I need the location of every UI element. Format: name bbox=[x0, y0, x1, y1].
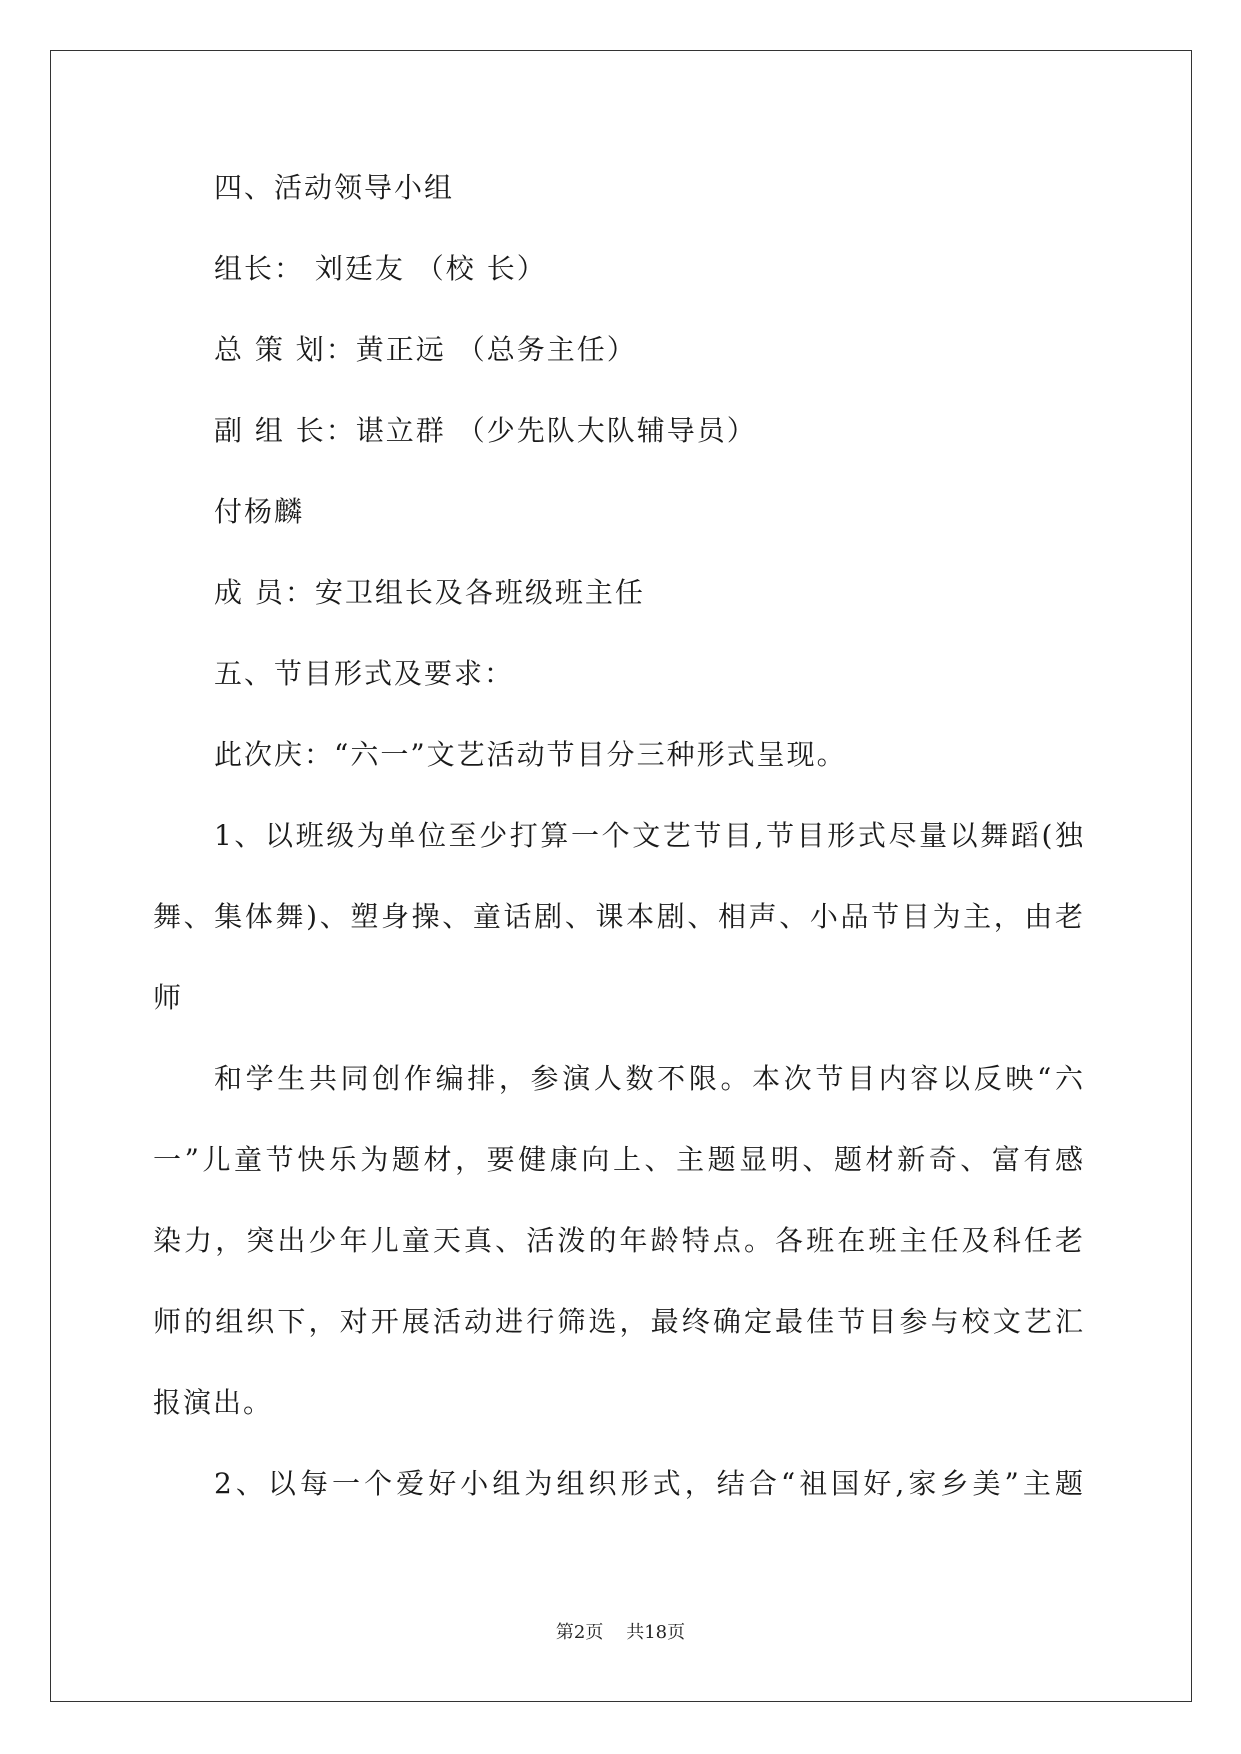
section-heading-4: 四、活动领导小组 bbox=[214, 171, 455, 204]
paragraph-1-line-3: 师 bbox=[153, 981, 184, 1014]
leader-line: 组长： 刘廷友 （校 长） bbox=[214, 252, 547, 285]
paragraph-2-line-3: 染力，突出少年儿童天真、活泼的年龄特点。各班在班主任及科任老 bbox=[153, 1224, 1083, 1257]
paragraph-1-line-2: 舞、集体舞)、塑身操、童话剧、课本剧、相声、小品节目为主，由老 bbox=[153, 900, 1083, 933]
planner-line: 总 策 划：黄正远 （总务主任） bbox=[214, 333, 637, 366]
paragraph-2-line-2: 一”儿童节快乐为题材，要健康向上、主题显明、题材新奇、富有感 bbox=[153, 1143, 1083, 1176]
paragraph-2-line-5: 报演出。 bbox=[153, 1386, 274, 1419]
paragraph-3-line-1: 2、以每一个爱好小组为组织形式，结合“祖国好,家乡美”主题 bbox=[214, 1467, 1083, 1500]
deputy-leader-line-2: 付杨麟 bbox=[214, 495, 305, 528]
page-border bbox=[50, 50, 1192, 1702]
deputy-leader-line: 副 组 长：谌立群 （少先队大队辅导员） bbox=[214, 414, 757, 447]
page-number: 第2页 bbox=[555, 1622, 604, 1643]
paragraph-1-line-1: 1、以班级为单位至少打算一个文艺节目,节目形式尽量以舞蹈(独 bbox=[214, 819, 1083, 852]
intro-line: 此次庆：“六一”文艺活动节目分三种形式呈现。 bbox=[214, 738, 847, 771]
paragraph-2-line-1: 和学生共同创作编排，参演人数不限。本次节目内容以反映“六 bbox=[214, 1062, 1083, 1095]
page-footer bbox=[0, 1618, 1241, 1644]
paragraph-2-line-4: 师的组织下，对开展活动进行筛选，最终确定最佳节目参与校文艺汇 bbox=[153, 1305, 1083, 1338]
section-heading-5: 五、节目形式及要求： bbox=[214, 657, 515, 690]
page-total: 共18页 bbox=[626, 1622, 686, 1643]
members-line: 成 员：安卫组长及各班级班主任 bbox=[214, 576, 645, 609]
